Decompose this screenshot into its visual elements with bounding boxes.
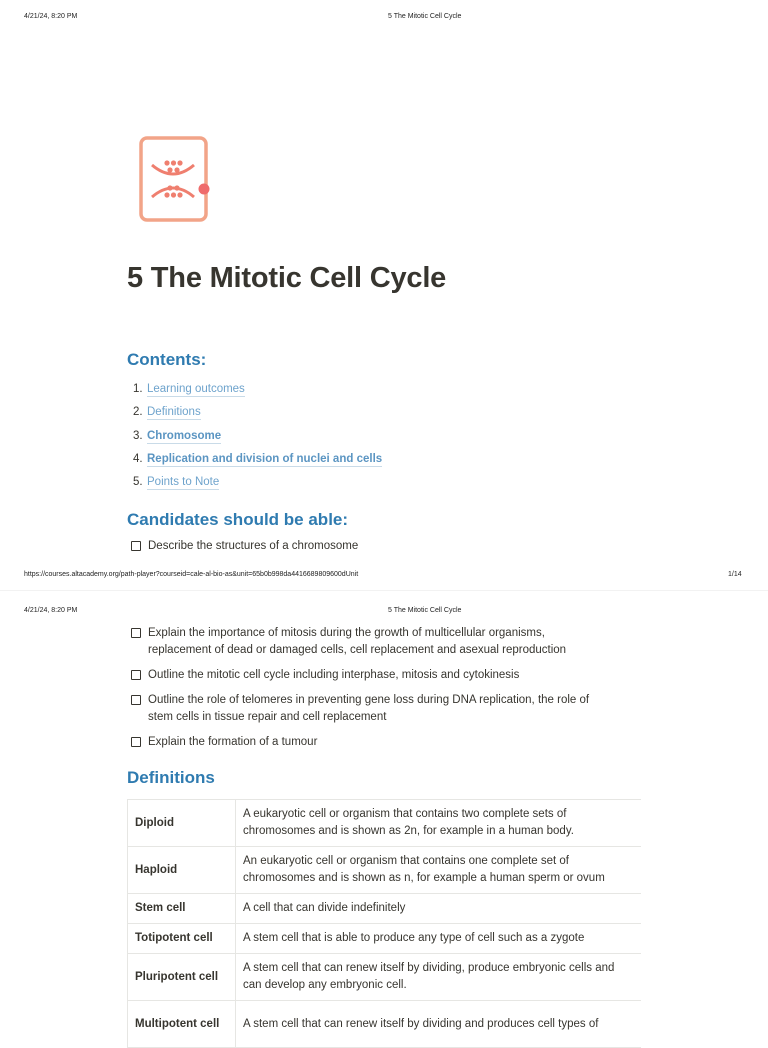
- definition-cell: A stem cell that can renew itself by dividing, produce embryonic cells and can develop any embryonic cell.: [236, 954, 642, 1001]
- definition-cell: A eukaryotic cell or organism that contains two complete sets of chromosomes and is shown as 2n, for example in a human body.: [236, 800, 642, 847]
- print-datetime: 4/21/24, 8:20 PM: [24, 13, 78, 20]
- print-url: https://courses.altacademy.org/path-player?courseid=cale-al-bio-as&unit=65b0b998da4416689809600dUnit: [24, 571, 359, 578]
- definitions-heading: Definitions: [127, 768, 215, 787]
- table-row: [128, 800, 642, 847]
- checkbox[interactable]: [131, 695, 141, 705]
- term-cell: Diploid: [128, 800, 236, 847]
- toc-item: 4. Replication and division of nuclei and cells: [133, 452, 383, 465]
- toc-item: 5. Points to Note: [133, 476, 220, 489]
- checkbox[interactable]: [131, 541, 141, 551]
- term-cell: Totipotent cell: [128, 924, 236, 954]
- todo-item: Outline the role of telomeres in preventing gene loss during DNA replication, the role of stem cells in tissue repair and cell replacement: [131, 692, 589, 726]
- table-row: [128, 954, 642, 1001]
- checkbox[interactable]: [131, 670, 141, 680]
- toc-link-learning-outcomes[interactable]: Learning outcomes: [147, 383, 245, 395]
- table-row: [128, 924, 642, 954]
- print-page-number: 1/14: [728, 571, 742, 578]
- page-break: [0, 590, 768, 591]
- checkbox[interactable]: [131, 628, 141, 638]
- table-row: [128, 847, 642, 894]
- term-cell: Stem cell: [128, 894, 236, 924]
- contents-heading: Contents:: [127, 350, 207, 369]
- print-doc-title: 5 The Mitotic Cell Cycle: [388, 13, 462, 20]
- table-of-contents: [133, 380, 382, 496]
- mitosis-cell-icon: [138, 135, 214, 225]
- table-row: [128, 894, 642, 924]
- toc-item: 3. Chromosome: [133, 429, 222, 442]
- table-row: [128, 1001, 642, 1048]
- toc-item: 2. Definitions: [133, 406, 201, 419]
- toc-link-chromosome[interactable]: Chromosome: [147, 429, 222, 442]
- print-datetime: 4/21/24, 8:20 PM: [24, 607, 78, 614]
- todo-item: Describe the structures of a chromosome: [131, 538, 358, 555]
- checkbox[interactable]: [131, 737, 141, 747]
- candidates-heading: Candidates should be able:: [127, 510, 349, 529]
- toc-link-replication[interactable]: Replication and division of nuclei and cells: [147, 452, 383, 465]
- term-cell: Pluripotent cell: [128, 954, 236, 1001]
- term-cell: Haploid: [128, 847, 236, 894]
- page-title: 5 The Mitotic Cell Cycle: [127, 262, 447, 294]
- definitions-table: [127, 799, 641, 1048]
- todo-item: Explain the formation of a tumour: [131, 734, 317, 751]
- definition-cell: A cell that can divide indefinitely: [236, 894, 642, 924]
- print-doc-title: 5 The Mitotic Cell Cycle: [388, 607, 462, 614]
- todo-item: Explain the importance of mitosis during the growth of multicellular organisms, replacement of dead or damaged cells, cell replacement and asexual reproduction: [131, 625, 566, 659]
- definition-cell: A stem cell that can renew itself by dividing and produces cell types of: [236, 1001, 642, 1048]
- term-cell: Multipotent cell: [128, 1001, 236, 1048]
- todo-item: Outline the mitotic cell cycle including interphase, mitosis and cytokinesis: [131, 667, 519, 684]
- toc-item: 1. Learning outcomes: [133, 383, 245, 395]
- toc-link-definitions[interactable]: Definitions: [147, 406, 201, 419]
- definition-cell: An eukaryotic cell or organism that contains one complete set of chromosomes and is shown as n, for example a human sperm or ovum: [236, 847, 642, 894]
- definition-cell: A stem cell that is able to produce any type of cell such as a zygote: [236, 924, 642, 954]
- toc-link-points-to-note[interactable]: Points to Note: [147, 476, 220, 489]
